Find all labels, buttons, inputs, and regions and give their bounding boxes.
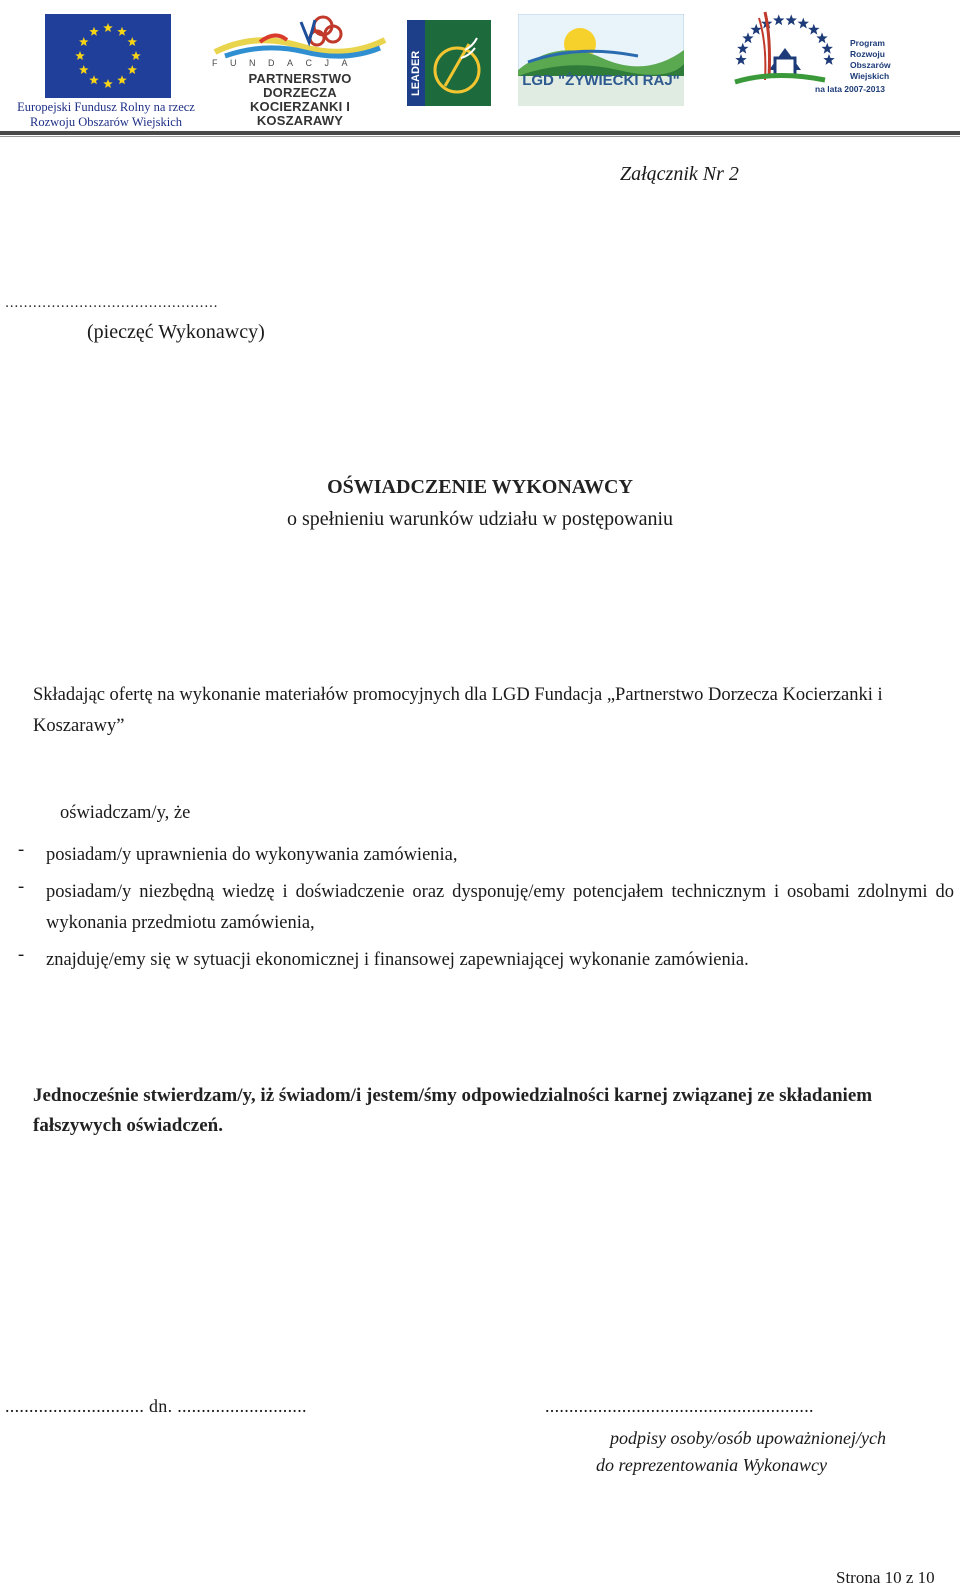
eu-caption-line2: Rozwoju Obszarów Wiejskich <box>29 115 182 129</box>
eu-caption <box>6 100 206 130</box>
list-item <box>18 877 954 939</box>
lgd-landscape-icon <box>518 14 684 106</box>
prow-star-icon <box>808 24 819 35</box>
seal-label: (pieczęć Wykonawcy) <box>87 321 265 343</box>
list-item <box>18 945 954 976</box>
fundacja-letters: FUNDACJA <box>212 58 361 68</box>
signature-caption-line1: podpisy osoby/osób upoważnionej/ych <box>610 1428 886 1448</box>
prow-line3: Obszarów <box>850 60 891 70</box>
page-header <box>0 0 960 140</box>
list-dash: - <box>18 877 25 897</box>
prow-star-icon <box>786 14 797 25</box>
prow-text <box>850 38 891 82</box>
eu-caption-line1: Europejski Fundusz Rolny na rzecz <box>17 100 195 114</box>
signature-caption-line2: do reprezentowania Wykonawcy <box>596 1455 827 1475</box>
signature-line: ........................................................ <box>545 1396 814 1416</box>
fundacja-name-line1: PARTNERSTWO DORZECZA <box>248 71 352 100</box>
leader-logo <box>407 20 491 106</box>
list-item-text: posiadam/y niezbędną wiedzę i doświadczenie oraz dysponuję/emy potencjałem technicznym i osobami zdolnymi do wykonania przedmiotu zamówienia, <box>46 882 954 933</box>
prow-star-icon <box>737 43 748 54</box>
list-item-text: znajduję/emy się w sytuacji ekonomicznej i finansowej zapewniającej wykonanie zamówienia. <box>46 950 749 970</box>
prow-star-icon <box>798 18 809 29</box>
header-rule <box>0 131 960 135</box>
lgd-label: LGD "ŻYWIECKI RAJ" <box>522 72 680 89</box>
fundacja-name <box>210 72 390 128</box>
prow-star-icon <box>823 54 834 65</box>
prow-star-icon <box>773 14 784 25</box>
prow-line1: Program <box>850 38 885 48</box>
intro-paragraph: Składając ofertę na wykonanie materiałów promocyjnych dla LGD Fundacja „Partnerstwo Dorzecza Kocierzanki i Koszarawy” <box>33 685 883 736</box>
page-number: Strona 10 z 10 <box>836 1568 935 1587</box>
lgd-zywiecki-raj-logo <box>518 14 684 106</box>
eu-flag-logo <box>45 14 171 98</box>
liability-statement: Jednocześnie stwierdzam/y, iż świadom/i jestem/śmy odpowiedzialności karnej związanej ze składaniem fałszywych oświadczeń. <box>33 1085 873 1136</box>
prow-line4: Wiejskich <box>850 71 890 81</box>
eu-stars-icon <box>45 14 171 98</box>
prow-star-icon <box>735 54 746 65</box>
leader-emblem-icon <box>407 20 491 106</box>
prow-star-icon <box>742 32 753 43</box>
list-item-text: posiadam/y uprawnienia do wykonywania zamówienia, <box>46 845 458 865</box>
place-date-line: ............................. dn. ........................... <box>5 1396 307 1416</box>
list-dash: - <box>18 840 25 860</box>
fundacja-name-line2: KOCIERZANKI I KOSZARAWY <box>249 99 351 128</box>
prow-line2: Rozwoju <box>850 49 885 59</box>
list-item <box>18 840 954 871</box>
seal-dotted-line: .............................................. <box>5 296 219 311</box>
document-subtitle: o spełnieniu warunków udziału w postępowaniu <box>286 508 674 530</box>
prow-star-icon <box>822 43 833 54</box>
declaration-lead: oświadczam/y, że <box>60 803 191 823</box>
fundacja-emblem-icon <box>205 12 390 62</box>
list-dash: - <box>18 945 25 965</box>
prow-years: na lata 2007-2013 <box>815 84 885 94</box>
annex-label: Załącznik Nr 2 <box>620 163 739 185</box>
header-rule-thin <box>0 136 960 137</box>
svg-text:LEADER: LEADER <box>410 50 422 96</box>
document-title: OŚWIADCZENIE WYKONAWCY <box>327 476 633 498</box>
prow-star-icon <box>816 32 827 43</box>
declaration-list <box>18 840 954 982</box>
